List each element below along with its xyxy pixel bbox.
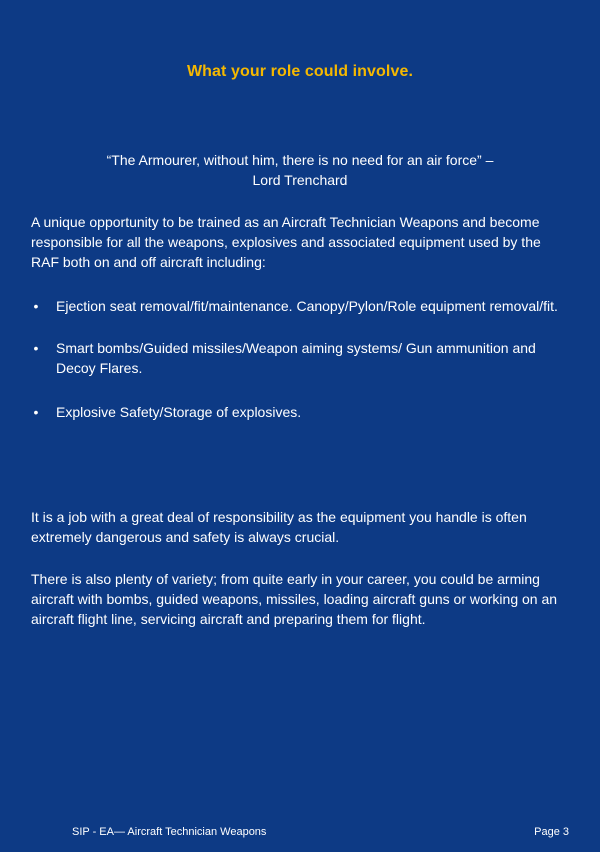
bullet-text: Smart bombs/Guided missiles/Weapon aiming systems/ Gun ammunition and Decoy Flares. xyxy=(56,340,536,376)
bullet-item xyxy=(31,338,576,378)
footer-document-title: SIP - EA— Aircraft Technician Weapons xyxy=(72,826,267,838)
bullet-item xyxy=(31,296,576,316)
bullet-text: Explosive Safety/Storage of explosives. xyxy=(56,404,302,420)
bullet-dot-icon: • xyxy=(33,298,39,314)
quote-attribution: Lord Trenchard xyxy=(252,172,348,188)
page-title: What your role could involve. xyxy=(186,63,414,80)
variety-paragraph: There is also plenty of variety; from quite early in your career, you could be arming aircraft with bombs, guided weapons, missiles, loading aircraft guns or working on an aircraft flight line, servicing aircraft and preparing them for flight. xyxy=(31,571,558,627)
intro-paragraph: A unique opportunity to be trained as an Aircraft Technician Weapons and become responsible for all the weapons, explosives and associated equipment used by the RAF both on and off aircraft including: xyxy=(31,214,541,270)
quote-block xyxy=(40,150,560,190)
quote-line: “The Armourer, without him, there is no need for an air force” – xyxy=(106,152,494,168)
responsibility-paragraph: It is a job with a great deal of responsibility as the equipment you handle is often extremely dangerous and safety is always crucial. xyxy=(31,509,527,545)
bullet-item xyxy=(31,402,576,422)
footer-page-number: Page 3 xyxy=(534,826,569,838)
role-bullet-list xyxy=(31,296,576,422)
bullet-text: Ejection seat removal/fit/maintenance. Canopy/Pylon/Role equipment removal/fit. xyxy=(56,298,558,314)
bullet-dot-icon: • xyxy=(33,340,39,356)
bullet-dot-icon: • xyxy=(33,404,39,420)
